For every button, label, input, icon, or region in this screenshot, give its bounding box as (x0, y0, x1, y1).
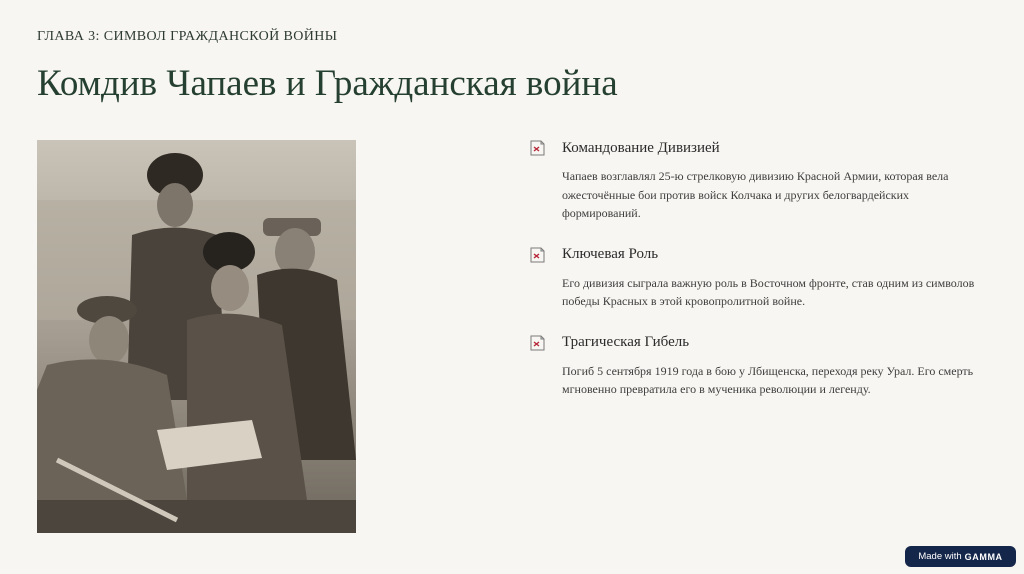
badge-brand: GAMMA (964, 551, 1003, 562)
badge-prefix: Made with (918, 551, 962, 562)
page-title: Комдив Чапаев и Гражданская война (37, 63, 618, 104)
document-icon (528, 245, 548, 265)
item-title: Ключевая Роль (562, 246, 659, 262)
item-title: Командование Дивизией (562, 139, 720, 156)
item-title: Трагическая Гибель (562, 334, 690, 350)
made-with-gamma-badge[interactable] (905, 546, 1016, 567)
list-item (528, 333, 988, 399)
item-text: Его дивизия сыграла важную роль в Восточном фронте, став одним из символов победы Красных в этой кровопролитной войне. (562, 275, 975, 308)
item-text: Погиб 5 сентября 1919 года в бою у Лбищенска, переходя реку Урал. Его смерть мгновенно превратила его в мученика революции и легенду. (562, 363, 974, 396)
document-icon (528, 138, 548, 158)
feature-list (528, 138, 988, 399)
list-item (528, 138, 988, 223)
historical-photo (37, 140, 356, 533)
list-item (528, 245, 988, 311)
item-text: Чапаев возглавлял 25-ю стрелковую дивизию Красной Армии, которая вела ожесточённые бои против войск Колчака и других белогвардейских формирований. (562, 169, 949, 220)
chapter-label: ГЛАВА 3: СИМВОЛ ГРАЖДАНСКОЙ ВОЙНЫ (37, 29, 338, 44)
document-icon (528, 333, 548, 353)
